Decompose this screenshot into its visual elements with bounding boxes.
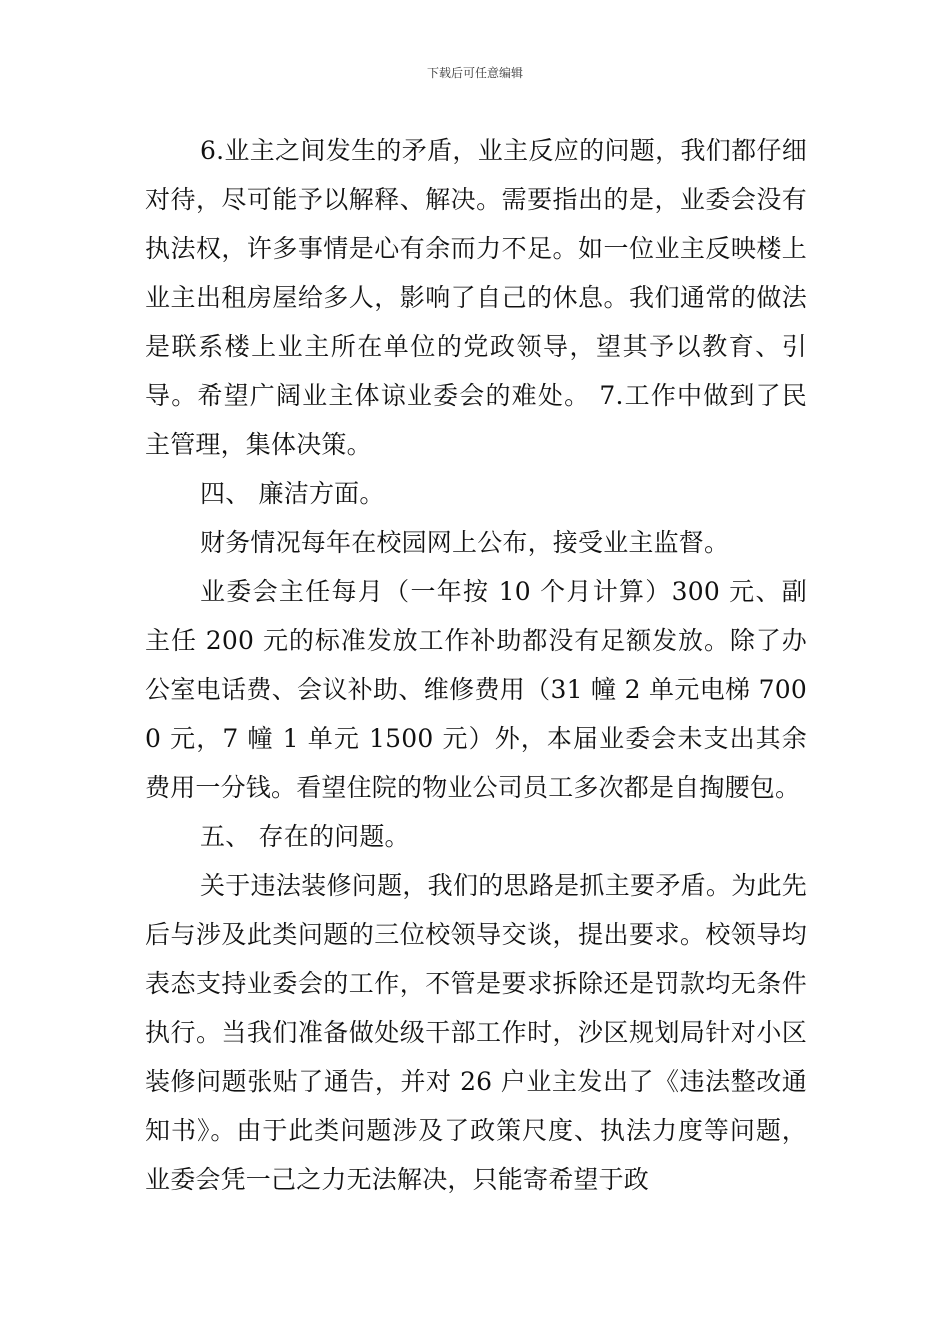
paragraph-owner-disputes: 6.业主之间发生的矛盾，业主反应的问题，我们都仔细对待，尽可能予以解释、解决。需要指出的是，业委会没有执法权，许多事情是心有余而力不足。如一位业主反映楼上业主出租房屋给多人，影响了自己的休息。我们通常的做法是联系楼上业主所在单位的党政领导，望其予以教育、引导。希望广阔业主体谅业委会的难处。 7.工作中做到了民主管理，集体决策。 bbox=[145, 136, 807, 459]
section-heading-existing-problems: 五、 存在的问题。 bbox=[200, 822, 410, 851]
section-heading-integrity: 四、 廉洁方面。 bbox=[200, 479, 385, 508]
paragraph-financial-disclosure: 财务情况每年在校园网上公布，接受业主监督。 bbox=[200, 528, 730, 557]
paragraph-illegal-renovation: 关于违法装修问题，我们的思路是抓主要矛盾。为此先后与涉及此类问题的三位校领导交谈，提出要求。校领导均表态支持业委会的工作，不管是要求拆除还是罚款均无条件执行。当我们准备做处级干部工作时，沙区规划局针对小区装修问题张贴了通告，并对 26 户业主发出了《违法整改通知书》。由于此类问题涉及了政策尺度、执法力度等问题，业委会凭一己之力无法解决，只能寄希望于政 bbox=[145, 871, 807, 1194]
paragraph-subsidy-expenses: 业委会主任每月（一年按 10 个月计算）300 元、副主任 200 元的标准发放工作补助都没有足额发放。除了办公室电话费、会议补助、维修费用（31 幢 2 单元电梯 7000 元，7 幢 1 单元 1500 元）外，本届业委会未支出其余费用一分钱。看望住院的物业公司员工多次都是自掏腰包。 bbox=[145, 577, 807, 802]
page-header-note: 下载后可任意编辑 bbox=[426, 66, 523, 80]
document-body bbox=[145, 126, 807, 1204]
